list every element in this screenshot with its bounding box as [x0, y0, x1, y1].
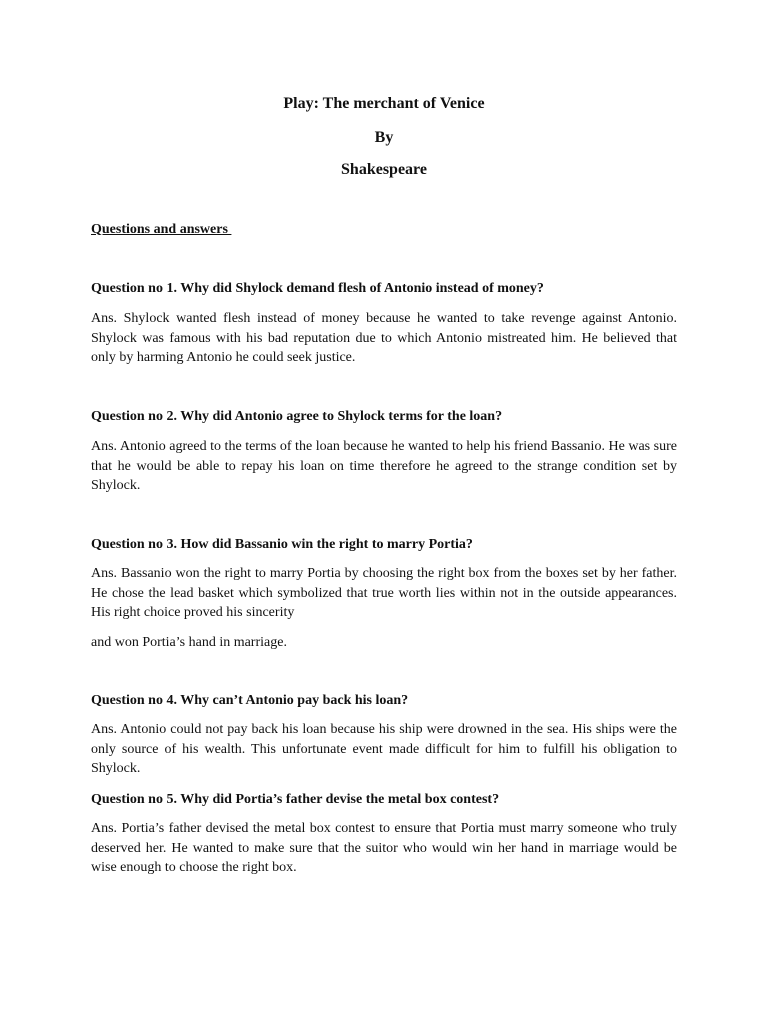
section-heading: Questions and answers [91, 222, 232, 237]
author-name: Shakespeare [341, 161, 427, 178]
question-3: Question no 3. How did Bassanio win the right to marry Portia? [91, 537, 473, 552]
by-line: By [374, 129, 394, 146]
answer-1: Ans. Shylock wanted flesh instead of money because he wanted to take revenge against Antonio. Shylock was famous with his bad reputation due to which Antonio mistreated him. He believed that only by harming Antonio he could seek justice. [91, 311, 677, 365]
question-2: Question no 2. Why did Antonio agree to Shylock terms for the loan? [91, 409, 503, 424]
answer-2: Ans. Antonio agreed to the terms of the loan because he wanted to help his friend Bassanio. He was sure that he would be able to repay his loan on time therefore he agreed to the strange condition set by Shylock. [91, 439, 677, 493]
answer-4: Ans. Antonio could not pay back his loan because his ship were drowned in the sea. His ships were the only source of his wealth. This unfortunate event made difficult for him to fulfill his obligation to Shylock. [91, 722, 677, 776]
question-1: Question no 1. Why did Shylock demand flesh of Antonio instead of money? [91, 281, 544, 296]
play-title: Play: The merchant of Venice [283, 95, 485, 112]
answer-3: Ans. Bassanio won the right to marry Portia by choosing the right box from the boxes set by her father. He chose the lead basket which symbolized that true worth lies within not in the outside appearances. His right choice proved his sincerity [91, 566, 677, 620]
answer-3-continued: and won Portia’s hand in marriage. [91, 635, 287, 650]
answer-5: Ans. Portia’s father devised the metal box contest to ensure that Portia must marry someone who truly deserved her. He wanted to make sure that the suitor who would win her hand in marriage would be wise enough to choose the right box. [91, 821, 677, 875]
question-5: Question no 5. Why did Portia’s father devise the metal box contest? [91, 792, 500, 807]
question-4: Question no 4. Why can’t Antonio pay back his loan? [91, 693, 409, 708]
